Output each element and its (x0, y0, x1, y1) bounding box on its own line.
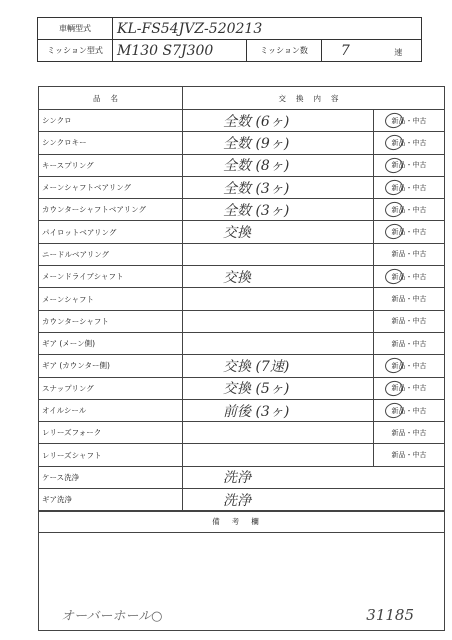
condition-text: 新品・中古 (391, 161, 427, 170)
part-name: ニードルベアリング (39, 243, 183, 265)
part-name: シンクロ (39, 110, 183, 132)
table-row (39, 176, 445, 198)
circle-mark-new (384, 156, 405, 174)
table-row (39, 399, 445, 421)
work-content: 全数 (3ヶ) (183, 176, 374, 198)
work-content: 交換 (5ヶ) (183, 377, 374, 399)
table-row (39, 377, 445, 399)
mission-count-cell (322, 40, 422, 62)
circle-mark-new (384, 267, 405, 285)
table-row (39, 243, 445, 265)
part-name: ケース洗浄 (39, 466, 183, 488)
part-name: ギア (メーン側) (39, 332, 183, 354)
work-content: 交換 (7速) (183, 355, 374, 377)
part-name: パイロットベアリング (39, 221, 183, 243)
remarks-note-left-text: オーバーホール (61, 609, 152, 624)
condition-cell (374, 132, 445, 154)
circle-mark-new (384, 178, 405, 196)
part-name: ギア洗浄 (39, 489, 183, 511)
mission-type-value: M130 S7J300 (113, 40, 247, 62)
circle-mark-new (384, 401, 405, 419)
work-content: 洗浄 (183, 489, 445, 511)
part-name: カウンターシャフトベアリング (39, 199, 183, 221)
part-name: キースプリング (39, 154, 183, 176)
work-content: 交換 (183, 266, 374, 288)
mission-count-unit: 速 (394, 47, 403, 57)
condition-text: 新品・中古 (391, 451, 427, 460)
work-content: 全数 (9ヶ) (183, 132, 374, 154)
circle-mark-new (384, 111, 405, 129)
part-name: ギア (カウンター側) (39, 355, 183, 377)
remarks-note-right: 31185 (366, 606, 414, 624)
circle-mark-new (384, 200, 405, 218)
table-row (39, 355, 445, 377)
condition-text: 新品・中古 (391, 138, 427, 147)
mission-type-label: ミッション型式 (38, 40, 113, 62)
table-row (39, 444, 445, 466)
table-row (39, 422, 445, 444)
col-header-work: 交換内容 (183, 87, 445, 110)
table-row (39, 221, 445, 243)
condition-cell (374, 288, 445, 310)
table-row (39, 288, 445, 310)
circle-mark-new (384, 223, 405, 241)
table-row (39, 310, 445, 332)
remarks-note-left: オーバーホール○ (61, 609, 163, 624)
circle-mark-new (384, 134, 405, 152)
condition-cell (374, 422, 445, 444)
circle-mark-new (384, 357, 405, 375)
table-row (39, 199, 445, 221)
condition-text: 新品・中古 (391, 183, 427, 192)
table-row (39, 466, 445, 488)
condition-text: 新品・中古 (391, 295, 427, 304)
condition-cell (374, 355, 445, 377)
work-content (183, 444, 374, 466)
condition-cell (374, 266, 445, 288)
part-name: メーンシャフトベアリング (39, 176, 183, 198)
condition-text: 新品・中古 (391, 205, 427, 214)
work-content (183, 332, 374, 354)
vehicle-info-table (37, 17, 422, 62)
parts-table (38, 86, 445, 511)
part-name: スナップリング (39, 377, 183, 399)
work-content: 全数 (3ヶ) (183, 199, 374, 221)
part-name: メーンシャフト (39, 288, 183, 310)
mission-count-value: 7 (340, 42, 350, 59)
condition-text: 新品・中古 (391, 272, 427, 281)
condition-cell (374, 154, 445, 176)
condition-text: 新品・中古 (391, 339, 427, 348)
condition-cell (374, 221, 445, 243)
work-content (183, 422, 374, 444)
table-row (39, 132, 445, 154)
condition-text: 新品・中古 (391, 250, 427, 259)
part-name: メーンドライブシャフト (39, 266, 183, 288)
work-content: 前後 (3ヶ) (183, 399, 374, 421)
condition-cell (374, 176, 445, 198)
condition-text: 新品・中古 (391, 384, 427, 393)
condition-cell (374, 332, 445, 354)
remarks-section (38, 511, 445, 631)
work-content: 全数 (6ヶ) (183, 110, 374, 132)
table-row (39, 154, 445, 176)
part-name: オイルシール (39, 399, 183, 421)
model-value: KL-FS54JVZ-520213 (113, 18, 422, 40)
work-content (183, 288, 374, 310)
model-label: 車輌型式 (38, 18, 113, 40)
condition-cell (374, 310, 445, 332)
condition-cell (374, 377, 445, 399)
condition-text: 新品・中古 (391, 406, 427, 415)
work-content: 洗浄 (183, 466, 445, 488)
table-row (39, 110, 445, 132)
col-header-part-name: 品名 (39, 87, 183, 110)
work-content (183, 243, 374, 265)
condition-cell (374, 243, 445, 265)
condition-text: 新品・中古 (391, 116, 427, 125)
part-name: レリーズシャフト (39, 444, 183, 466)
condition-cell (374, 110, 445, 132)
condition-cell (374, 399, 445, 421)
remarks-title: 備考欄 (39, 512, 444, 533)
condition-text: 新品・中古 (391, 428, 427, 437)
condition-cell (374, 199, 445, 221)
work-content (183, 310, 374, 332)
condition-text: 新品・中古 (391, 317, 427, 326)
work-content: 交換 (183, 221, 374, 243)
condition-text: 新品・中古 (391, 361, 427, 370)
table-row (39, 266, 445, 288)
work-content: 全数 (8ヶ) (183, 154, 374, 176)
part-name: カウンターシャフト (39, 310, 183, 332)
condition-text: 新品・中古 (391, 228, 427, 237)
part-name: レリーズフォーク (39, 422, 183, 444)
table-row (39, 332, 445, 354)
condition-cell (374, 444, 445, 466)
circle-mark-new (384, 379, 405, 397)
part-name: シンクロキー (39, 132, 183, 154)
table-row (39, 489, 445, 511)
mission-count-label: ミッション数 (247, 40, 322, 62)
